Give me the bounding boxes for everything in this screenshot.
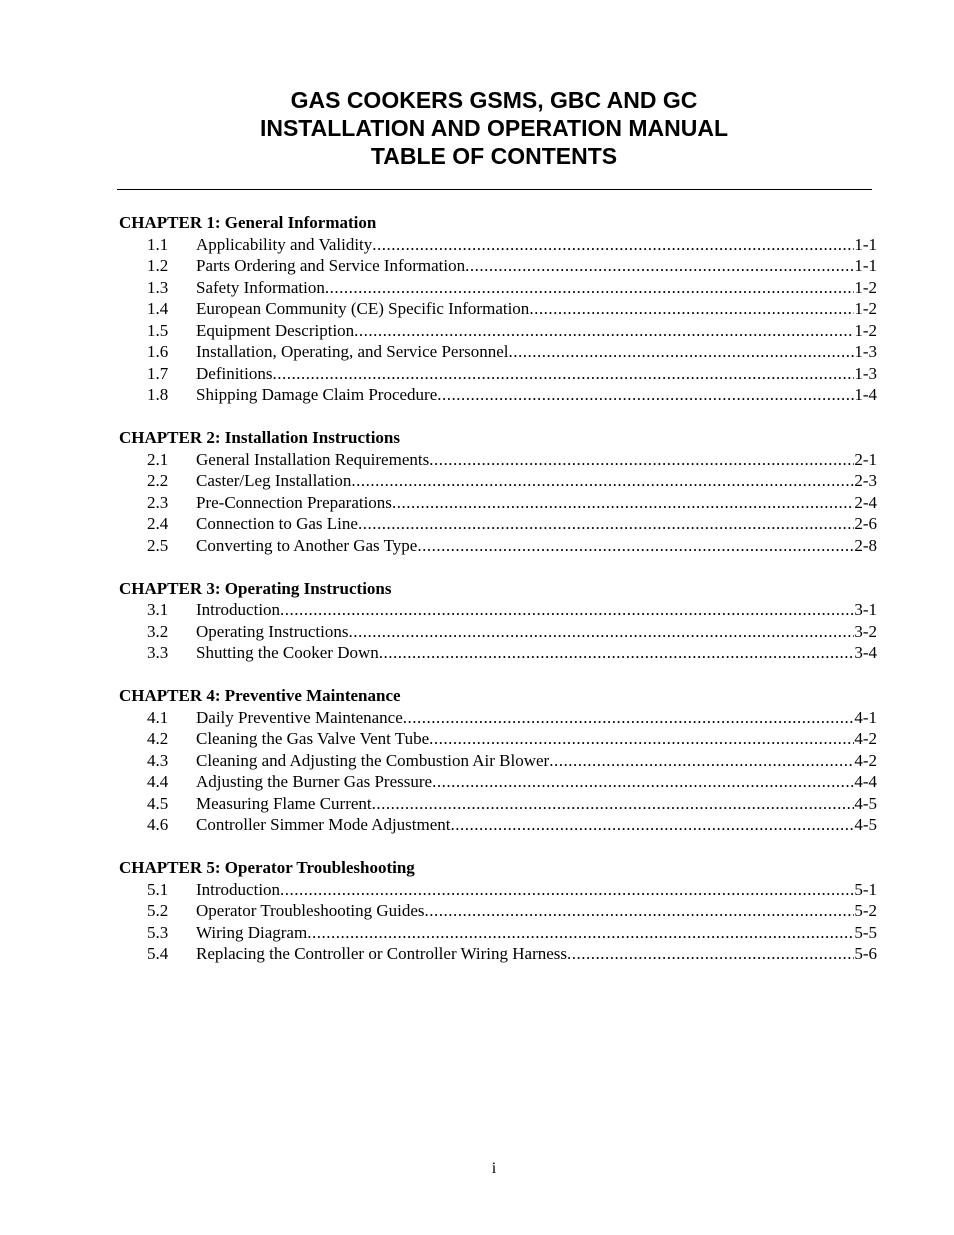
chapter-2 (119, 427, 877, 556)
section-number: 2.3 (147, 492, 169, 512)
dot-leader (529, 298, 854, 320)
section-number: 1.2 (147, 256, 169, 275)
dot-leader (437, 384, 854, 406)
page-reference: 2-1 (854, 449, 877, 469)
toc-entry[interactable] (119, 922, 877, 944)
page-reference: 4-2 (854, 729, 877, 748)
section-title: Equipment Description (196, 320, 355, 340)
toc-entry[interactable] (119, 771, 877, 793)
section-title: Operating Instructions (196, 621, 349, 641)
page-reference: 3-2 (854, 621, 877, 641)
title-line-1: GAS COOKERS GSMS, GBC AND GC (290, 87, 698, 113)
chapter-5 (119, 857, 877, 965)
page-reference: 1-3 (854, 363, 877, 383)
chapter-heading[interactable]: CHAPTER 3: Operating Instructions (119, 578, 392, 598)
section-number: 4.2 (147, 729, 169, 748)
dot-leader (379, 642, 855, 664)
section-number: 4.4 (147, 772, 169, 791)
section-title: Cleaning and Adjusting the Combustion Air Blower (196, 750, 550, 770)
section-title: Safety Information (196, 277, 325, 297)
dot-leader (372, 234, 854, 256)
toc-entry[interactable] (119, 750, 877, 772)
chapter-heading[interactable]: CHAPTER 1: General Information (119, 213, 377, 232)
toc-entry[interactable] (119, 384, 877, 406)
dot-leader (429, 449, 854, 471)
toc-entry[interactable] (119, 363, 877, 385)
page-reference: 2-3 (854, 471, 877, 490)
toc-entry[interactable] (119, 814, 877, 836)
dot-leader (325, 277, 854, 299)
dot-leader (403, 707, 855, 729)
dot-leader (451, 814, 855, 836)
dot-leader (351, 470, 854, 492)
section-number: 1.1 (147, 234, 169, 254)
page-reference: 2-4 (854, 492, 877, 512)
section-title: Introduction (196, 600, 281, 619)
toc-entry[interactable] (119, 449, 877, 471)
section-number: 3.2 (147, 621, 169, 641)
page-reference: 1-3 (854, 342, 877, 361)
page-reference: 4-4 (854, 772, 877, 791)
title-line-3: TABLE OF CONTENTS (370, 143, 618, 169)
toc-entry[interactable] (119, 513, 877, 535)
section-number: 4.6 (147, 815, 169, 834)
dot-leader (549, 750, 854, 772)
dot-leader (567, 943, 854, 965)
chapter-3 (119, 578, 877, 664)
section-number: 3.1 (147, 600, 169, 619)
page-reference: 2-6 (854, 514, 877, 533)
page-reference: 5-2 (854, 901, 877, 920)
section-number: 3.3 (147, 643, 169, 662)
title-line-2: INSTALLATION AND OPERATION MANUAL (259, 115, 729, 141)
chapter-4 (119, 685, 877, 836)
dot-leader (307, 922, 854, 944)
section-title: Cleaning the Gas Valve Vent Tube (196, 729, 430, 748)
section-title: Measuring Flame Current (196, 793, 372, 813)
toc-entry[interactable] (119, 470, 877, 492)
section-number: 5.4 (147, 944, 169, 963)
title-divider (117, 189, 872, 190)
chapter-heading[interactable]: CHAPTER 4: Preventive Maintenance (119, 686, 401, 705)
section-title: Applicability and Validity (196, 234, 373, 254)
section-title: European Community (CE) Specific Information (196, 299, 530, 318)
section-number: 5.2 (147, 901, 169, 920)
section-title: Caster/Leg Installation (196, 471, 352, 490)
section-title: General Installation Requirements (196, 449, 430, 469)
table-of-contents (119, 212, 877, 986)
chapter-1 (119, 212, 877, 406)
toc-entry[interactable] (119, 793, 877, 815)
dot-leader (429, 728, 854, 750)
toc-entry[interactable] (119, 707, 877, 729)
section-number: 4.3 (147, 750, 169, 770)
section-title: Shutting the Cooker Down (196, 643, 379, 662)
page-reference: 1-1 (854, 256, 877, 275)
toc-entry[interactable] (119, 535, 877, 557)
toc-entry[interactable] (119, 728, 877, 750)
toc-entry[interactable] (119, 943, 877, 965)
chapter-heading[interactable]: CHAPTER 5: Operator Troubleshooting (119, 858, 415, 877)
toc-entry[interactable] (119, 277, 877, 299)
dot-leader (273, 363, 855, 385)
dot-leader (417, 535, 854, 557)
toc-entry[interactable] (119, 599, 877, 621)
section-title: Definitions (196, 363, 273, 383)
toc-entry[interactable] (119, 879, 877, 901)
toc-entry[interactable] (119, 642, 877, 664)
section-number: 1.7 (147, 363, 169, 383)
section-title: Adjusting the Burner Gas Pressure (196, 772, 433, 791)
page-reference: 1-4 (854, 385, 877, 404)
dot-leader (349, 621, 855, 643)
dot-leader (425, 900, 855, 922)
dot-leader (354, 320, 854, 342)
section-number: 1.4 (147, 299, 169, 318)
page-reference: 5-5 (854, 922, 877, 942)
section-number: 2.4 (147, 514, 169, 533)
section-number: 1.8 (147, 385, 169, 404)
toc-entry[interactable] (119, 492, 877, 514)
section-number: 5.3 (147, 922, 169, 942)
document-title (0, 86, 954, 170)
page-reference: 1-2 (854, 277, 877, 297)
section-title: Shipping Damage Claim Procedure (196, 385, 438, 404)
section-number: 2.5 (147, 535, 169, 555)
section-number: 2.1 (147, 449, 169, 469)
page-reference: 4-5 (854, 793, 877, 813)
page-reference: 3-1 (854, 600, 877, 619)
toc-entry[interactable] (119, 234, 877, 256)
section-number: 4.1 (147, 707, 169, 727)
section-number: 1.3 (147, 277, 169, 297)
section-number: 1.6 (147, 342, 169, 361)
section-title: Operator Troubleshooting Guides (196, 901, 425, 920)
toc-entry[interactable] (119, 320, 877, 342)
page-reference: 5-6 (854, 944, 877, 963)
section-title: Replacing the Controller or Controller Wiring Harness (196, 944, 568, 963)
page-reference: 2-8 (854, 535, 877, 555)
page-number: i (491, 1160, 497, 1177)
dot-leader (432, 771, 854, 793)
toc-entry[interactable] (119, 341, 877, 363)
dot-leader (509, 341, 855, 363)
dot-leader (465, 255, 854, 277)
dot-leader (392, 492, 854, 514)
page-reference: 1-2 (854, 299, 877, 318)
section-title: Pre-Connection Preparations (196, 492, 392, 512)
page-reference: 4-2 (854, 750, 877, 770)
section-title: Parts Ordering and Service Information (196, 256, 466, 275)
toc-entry[interactable] (119, 900, 877, 922)
section-number: 2.2 (147, 471, 169, 490)
page-reference: 1-1 (854, 234, 877, 254)
section-title: Connection to Gas Line (196, 514, 358, 533)
section-number: 1.5 (147, 320, 169, 340)
dot-leader (358, 513, 854, 535)
dot-leader (372, 793, 855, 815)
page-reference: 5-1 (854, 879, 877, 899)
page-reference: 4-5 (854, 815, 877, 834)
section-title: Daily Preventive Maintenance (196, 707, 403, 727)
section-title: Converting to Another Gas Type (196, 535, 418, 555)
section-number: 4.5 (147, 793, 169, 813)
section-title: Controller Simmer Mode Adjustment (196, 815, 451, 834)
toc-entry[interactable] (119, 255, 877, 277)
dot-leader (280, 599, 854, 621)
toc-entry[interactable] (119, 298, 877, 320)
section-title: Wiring Diagram (196, 922, 308, 942)
dot-leader (280, 879, 854, 901)
page-reference: 3-4 (854, 643, 877, 662)
chapter-heading[interactable]: CHAPTER 2: Installation Instructions (119, 428, 401, 447)
section-title: Introduction (196, 879, 281, 899)
toc-entry[interactable] (119, 621, 877, 643)
section-title: Installation, Operating, and Service Personnel (196, 342, 509, 361)
page-reference: 4-1 (854, 707, 877, 727)
section-number: 5.1 (147, 879, 169, 899)
page-reference: 1-2 (854, 320, 877, 340)
